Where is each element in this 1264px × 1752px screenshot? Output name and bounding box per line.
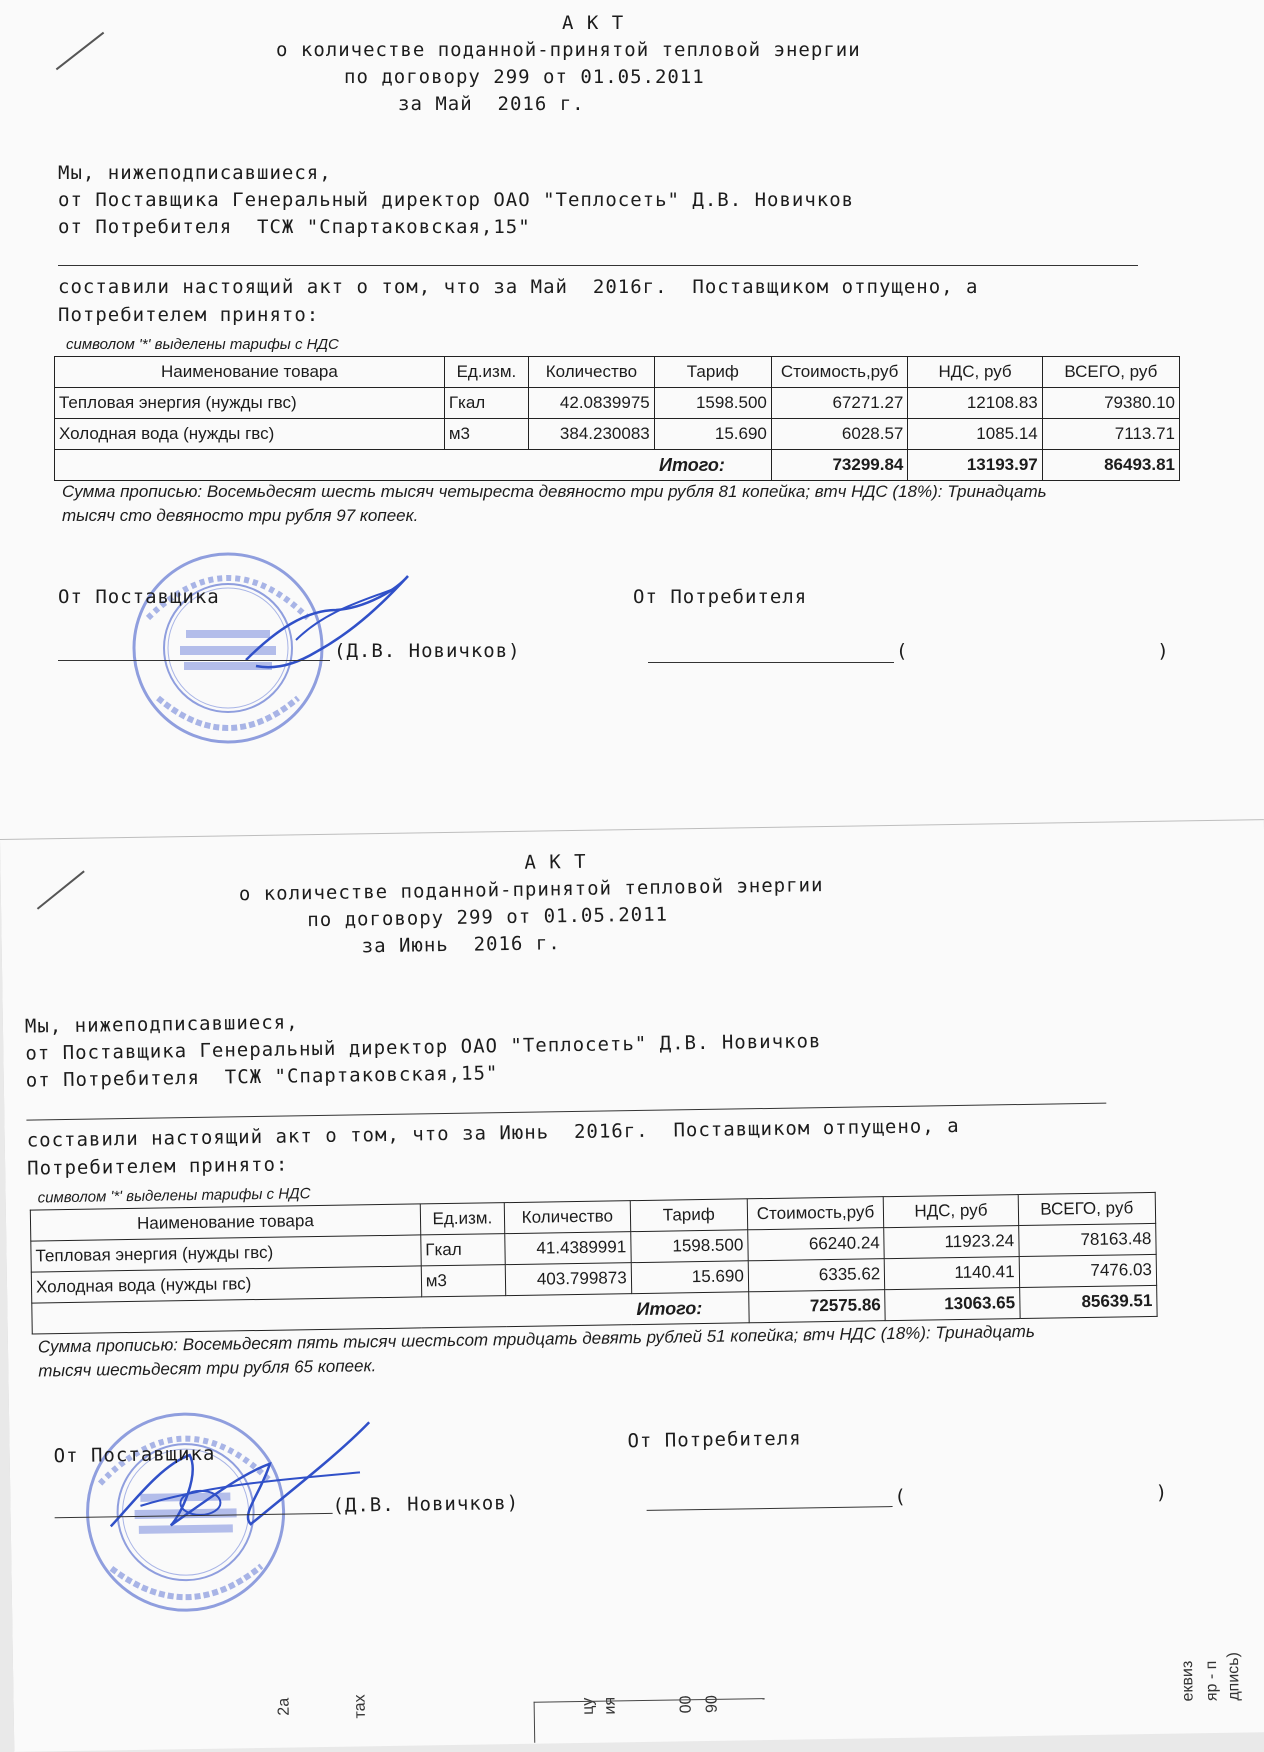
signature	[99, 1412, 391, 1557]
from-supplier-label: От Поставщика	[53, 1442, 216, 1468]
column-header: Тариф	[630, 1199, 748, 1232]
act-sheet-may	[0, 0, 1264, 860]
period-line: за Май 2016 г.	[398, 93, 585, 115]
underlying-page-fragment: яр - п	[1203, 1660, 1221, 1702]
column-header: НДС, руб	[908, 357, 1042, 388]
underlying-page-fragment: 2а	[275, 1697, 293, 1716]
total-cost: 73299.84	[771, 450, 907, 481]
underlying-page-fragment: 00	[677, 1695, 695, 1714]
column-header: Наименование товара	[30, 1204, 420, 1241]
consumer-name-blank: ( )	[894, 1481, 1169, 1509]
underlying-page-fragment: дпись)	[1224, 1651, 1243, 1701]
table-row	[55, 419, 1180, 450]
cell: 384.230083	[529, 419, 655, 450]
goods-table	[54, 356, 1180, 481]
cell: Холодная вода (нужды гвс)	[31, 1266, 421, 1303]
supplier-line: от Поставщика Генеральный директор ОАО "Теплосеть" Д.В. Новичков	[58, 189, 855, 211]
column-header: ВСЕГО, руб	[1018, 1192, 1156, 1225]
column-header: НДС, руб	[884, 1195, 1019, 1228]
from-consumer-label: От Потребителя	[627, 1427, 802, 1453]
cell: Тепловая энергия (нужды гвс)	[55, 388, 445, 419]
supplier-line: от Поставщика Генеральный директор ОАО "Теплосеть" Д.В. Новичков	[25, 1030, 822, 1065]
total-vat: 13063.65	[885, 1288, 1020, 1321]
cell: 6028.57	[771, 419, 907, 450]
cell: 15.690	[631, 1261, 749, 1294]
underlying-page-fragment: тах	[351, 1694, 369, 1719]
total-label: Итого:	[55, 450, 772, 481]
act-subtitle: о количестве поданной-принятой тепловой энергии	[276, 39, 861, 61]
table-header-row	[55, 357, 1180, 388]
total-label: Итого:	[32, 1292, 749, 1334]
act-title: А К Т	[562, 12, 625, 34]
pen-mark	[56, 32, 105, 71]
supplier-name: (Д.В. Новичков)	[332, 1491, 520, 1517]
total-vat: 13193.97	[908, 450, 1042, 481]
cell: 41.4389991	[505, 1232, 631, 1265]
sum-in-words-cont: тысяч шестьдесят три рубля 65 копеек.	[38, 1356, 377, 1381]
cell: м3	[421, 1265, 506, 1297]
cell: 1085.14	[908, 419, 1042, 450]
column-header: Количество	[504, 1201, 630, 1234]
compiled-line: составили настоящий акт о том, что за Май 2016г. Поставщиком отпущено, а	[58, 276, 979, 298]
signed-line: Мы, нижеподписавшиеся,	[58, 162, 332, 184]
act-sheet-june	[0, 820, 1264, 1752]
cell: м3	[444, 419, 528, 450]
underlying-page-fragment: еквиз	[1179, 1660, 1197, 1702]
from-consumer-label: От Потребителя	[633, 586, 808, 608]
cell: 1598.500	[630, 1230, 748, 1263]
act-title: А К Т	[524, 850, 587, 874]
supplier-name: (Д.В. Новичков)	[334, 640, 521, 662]
cell: Холодная вода (нужды гвс)	[55, 419, 445, 450]
cell: 11923.24	[884, 1226, 1019, 1259]
sum-in-words: Сумма прописью: Восемьдесят шесть тысяч четыреста девяносто три рубля 81 копейка; втч НДС (18%): Тринадцать	[62, 482, 1047, 501]
table-total-row	[55, 450, 1180, 481]
cell: 6335.62	[748, 1259, 885, 1292]
cell: Гкал	[444, 388, 528, 419]
consumer-line: от Потребителя ТСЖ "Спартаковская,15"	[25, 1062, 499, 1092]
underlying-page-fragment: цу	[579, 1697, 597, 1716]
column-header: Количество	[529, 357, 655, 388]
table-row	[55, 388, 1180, 419]
cell: 12108.83	[908, 388, 1042, 419]
column-header: Ед.изм.	[420, 1203, 505, 1235]
consumer-sign-line	[647, 1506, 893, 1511]
column-header: Наименование товара	[55, 357, 445, 388]
underlying-page-fragment: ия	[601, 1696, 619, 1715]
cell: 403.799873	[505, 1263, 631, 1296]
underlying-page-fragment: 90	[703, 1694, 721, 1714]
pen-mark	[37, 870, 85, 909]
vat-note: символом '*' выделены тарифы с НДС	[37, 1185, 311, 1207]
column-header: Ед.изм.	[444, 357, 528, 388]
signature	[236, 570, 416, 680]
cell: Гкал	[421, 1234, 506, 1266]
sum-in-words: Сумма прописью: Восемьдесят пять тысяч шестьсот тридцать девять рублей 51 копейка; втч НДС (18%): Тринадцать	[37, 1321, 1035, 1357]
period-line: за Июнь 2016 г.	[361, 932, 561, 958]
column-header: Стоимость,руб	[771, 357, 907, 388]
cell: 7113.71	[1042, 419, 1179, 450]
consumer-name-blank: ( )	[896, 640, 1170, 662]
accepted-line: Потребителем принято:	[58, 304, 320, 326]
supplier-sign-line	[58, 660, 330, 661]
consumer-line: от Потребителя ТСЖ "Спартаковская,15"	[58, 216, 531, 238]
cell: 79380.10	[1042, 388, 1179, 419]
underlying-table-fragment	[534, 1698, 766, 1743]
cell: 67271.27	[771, 388, 907, 419]
divider	[58, 265, 1138, 266]
act-subtitle: о количестве поданной-принятой тепловой энергии	[238, 874, 824, 906]
cell: Тепловая энергия (нужды гвс)	[31, 1235, 421, 1272]
vat-note: символом '*' выделены тарифы с НДС	[66, 336, 339, 353]
total-cost: 72575.86	[749, 1290, 886, 1323]
total-all: 86493.81	[1042, 450, 1179, 481]
signed-line: Мы, нижеподписавшиеся,	[24, 1011, 299, 1038]
cell: 78163.48	[1018, 1223, 1156, 1256]
cell: 1598.500	[654, 388, 771, 419]
contract-line: по договору 299 от 01.05.2011	[344, 66, 705, 88]
goods-table	[30, 1192, 1158, 1335]
column-header: Стоимость,руб	[747, 1197, 884, 1230]
accepted-line: Потребителем принято:	[26, 1153, 289, 1180]
compiled-line: составили настоящий акт о том, что за Июнь 2016г. Поставщиком отпущено, а	[26, 1114, 960, 1152]
total-all: 85639.51	[1019, 1285, 1157, 1318]
cell: 7476.03	[1019, 1254, 1157, 1287]
cell: 42.0839975	[529, 388, 655, 419]
cell: 1140.41	[885, 1257, 1020, 1290]
cell: 66240.24	[748, 1228, 885, 1261]
contract-line: по договору 299 от 01.05.2011	[307, 903, 669, 932]
sum-in-words-cont: тысяч сто девяносто три рубля 97 копеек.	[62, 506, 419, 525]
column-header: ВСЕГО, руб	[1042, 357, 1179, 388]
cell: 15.690	[654, 419, 771, 450]
from-supplier-label: От Поставщика	[58, 586, 220, 608]
consumer-sign-line	[648, 662, 894, 663]
column-header: Тариф	[654, 357, 771, 388]
